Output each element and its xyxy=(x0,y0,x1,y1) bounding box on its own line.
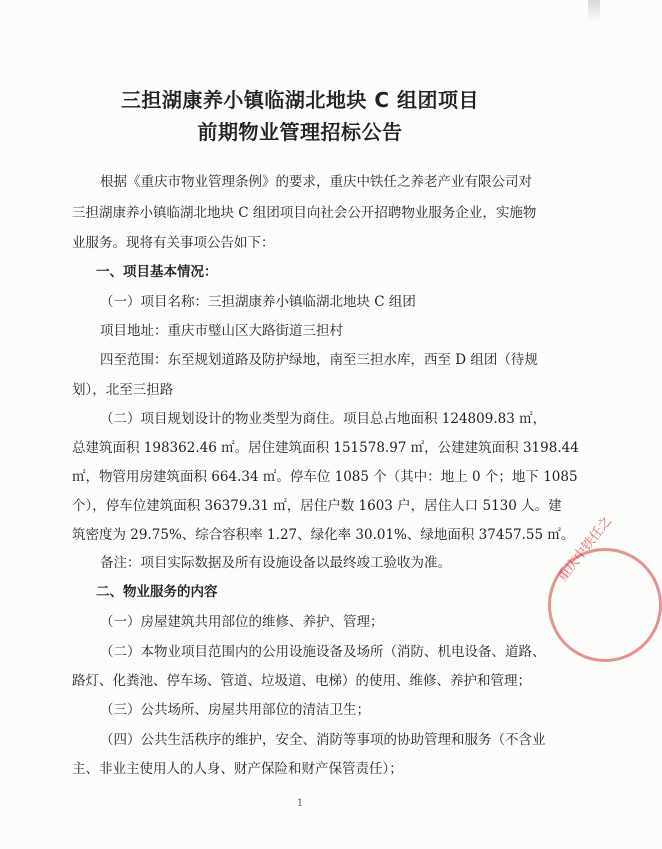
body-line-9: （二）项目规划设计的物业类型为商住。项目总占地面积 124809.83 ㎡， xyxy=(100,411,547,427)
document-title-line1: 三担湖康养小镇临湖北地块 C 组团项目 xyxy=(120,88,480,112)
body-line-18: 路灯、化粪池、停车场、管道、垃圾道、电梯）的使用、维修、养护和管理； xyxy=(72,673,531,689)
page-number: 1 xyxy=(296,798,304,809)
body-line-1: 根据《重庆市物业管理条例》的要求，重庆中铁任之养老产业有限公司对 xyxy=(100,174,532,190)
section-heading-2: 二、物业服务的内容 xyxy=(96,584,218,600)
body-line-10: 总建筑面积 198362.46 ㎡。居住建筑面积 151578.97 ㎡，公建建筑面积 3198.44 xyxy=(72,440,579,456)
body-line-5: （一）项目名称：三担湖康养小镇临湖北地块 C 组团 xyxy=(100,294,416,310)
body-line-19: （三）公共场所、房屋共用部位的清洁卫生； xyxy=(100,702,370,718)
body-line-3: 业服务。现将有关事项公告如下： xyxy=(72,235,275,251)
body-line-6: 项目地址：重庆市璧山区大路街道三担村 xyxy=(100,323,343,339)
body-line-11: ㎡，物管用房建筑面积 664.34 ㎡。停车位 1085 个（其中：地上 0 个；地下 1085 xyxy=(72,469,578,485)
company-seal-text: 重庆中铁任之 xyxy=(555,513,616,585)
body-line-8: 划），北至三担路 xyxy=(72,382,174,398)
body-line-17: （二）本物业项目范围内的公用设施设备及场所（消防、机电设备、道路、 xyxy=(100,644,546,660)
body-line-14: 备注：项目实际数据及所有设施设备以最终竣工验收为准。 xyxy=(100,555,451,571)
document-title-line2: 前期物业管理招标公告 xyxy=(197,120,403,144)
body-line-12: 个），停车位建筑面积 36379.31 ㎡，居住户数 1603 户，居住人口 5130 人。建 xyxy=(72,498,562,514)
section-heading-1: 一、项目基本情况： xyxy=(96,264,218,280)
scan-edge-mark xyxy=(588,0,600,22)
body-line-2: 三担湖康养小镇临湖北地块 C 组团项目向社会公开招聘物业服务企业，实施物 xyxy=(72,205,537,221)
body-line-16: （一）房屋建筑共用部位的维修、养护、管理； xyxy=(100,614,384,630)
body-line-20: （四）公共生活秩序的维护，安全、消防等事项的协助管理和服务（不含业 xyxy=(100,732,546,748)
body-line-13: 筑密度为 29.75%、综合容积率 1.27、绿化率 30.01%、绿地面积 37457.55 ㎡。 xyxy=(72,527,575,543)
body-line-7: 四至范围：东至规划道路及防护绿地，南至三担水库，西至 D 组团（待规 xyxy=(100,352,538,368)
body-line-21: 主、非业主使用人的人身、财产保险和财产保管责任）； xyxy=(72,761,403,777)
